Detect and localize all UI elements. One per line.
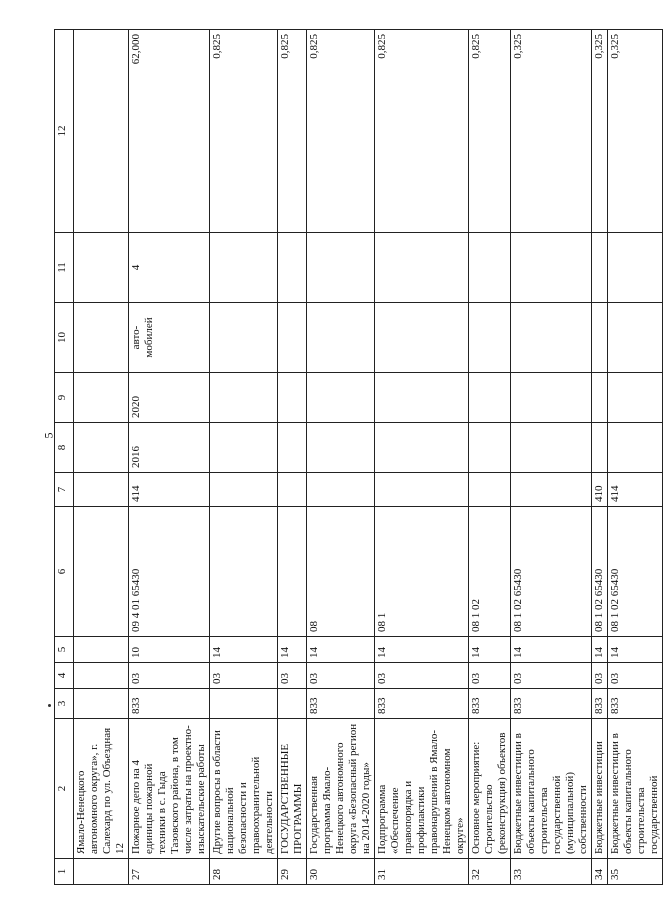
row-number-cell: 32: [469, 859, 511, 885]
col-4-cell: 03: [511, 663, 592, 689]
col-7-cell: [278, 473, 307, 507]
col-10-cell: [307, 303, 375, 373]
col-4-cell: 03: [129, 663, 210, 689]
table-row: [608, 30, 663, 885]
col-11-cell: [608, 233, 663, 303]
item-name-cell: Государственная программа Ямало-Ненецкого автономного округа «Безопасный регион на 2014-2020 годы»: [307, 719, 375, 859]
col-12-cell: [74, 30, 129, 233]
col-8-cell: 2016: [129, 423, 210, 473]
col-9-cell: [469, 373, 511, 423]
col-5-cell: 14: [307, 637, 375, 663]
col-9-cell: [210, 373, 278, 423]
col-10-cell: [74, 303, 129, 373]
col-5-cell: 14: [278, 637, 307, 663]
col-6-cell: [278, 507, 307, 637]
col-5-cell: 14: [592, 637, 608, 663]
col-6-cell: 08 1 02 65430: [608, 507, 663, 637]
page-number: 5: [41, 432, 56, 439]
col-7-cell: [74, 473, 129, 507]
column-header-9: 9: [55, 373, 74, 423]
table-row: [307, 30, 375, 885]
col-6-cell: 08: [307, 507, 375, 637]
column-header-6: 6: [55, 507, 74, 637]
col-5-cell: 14: [608, 637, 663, 663]
col-10-cell: [511, 303, 592, 373]
col-9-cell: [511, 373, 592, 423]
col-4-cell: 03: [307, 663, 375, 689]
row-number-cell: 30: [307, 859, 375, 885]
col-6-cell: 09 4 01 65430: [129, 507, 210, 637]
col-12-cell: 0,825: [210, 30, 278, 233]
col-11-cell: [307, 233, 375, 303]
col-9-cell: [307, 373, 375, 423]
col-3-cell: 833: [592, 689, 608, 719]
col-7-cell: [210, 473, 278, 507]
table-row: [469, 30, 511, 885]
col-12-cell: 0,325: [592, 30, 608, 233]
col-3-cell: 833: [469, 689, 511, 719]
item-name-cell: Другие вопросы в области национальной безопасности и правоохранительной деятельности: [210, 719, 278, 859]
col-7-cell: 410: [592, 473, 608, 507]
col-8-cell: [74, 423, 129, 473]
col-5-cell: 14: [469, 637, 511, 663]
rotated-table-area: [54, 30, 660, 885]
col-12-cell: 0,325: [511, 30, 592, 233]
col-3-cell: [210, 689, 278, 719]
col-6-cell: 08 1 02 65430: [592, 507, 608, 637]
item-name-cell: Основное мероприятие: Строительство (реконструкция) объектов: [469, 719, 511, 859]
col-12-cell: 0,825: [278, 30, 307, 233]
col-6-cell: 08 1 02: [469, 507, 511, 637]
col-5-cell: 14: [375, 637, 469, 663]
col-6-cell: [74, 507, 129, 637]
col-9-cell: [375, 373, 469, 423]
col-5-cell: 14: [511, 637, 592, 663]
column-header-3: 3: [55, 689, 74, 719]
column-header-12: 12: [55, 30, 74, 233]
col-10-cell: [469, 303, 511, 373]
row-number-cell: 27: [129, 859, 210, 885]
table-row: [278, 30, 307, 885]
col-8-cell: [307, 423, 375, 473]
col-3-cell: [278, 689, 307, 719]
col-8-cell: [278, 423, 307, 473]
col-11-cell: [375, 233, 469, 303]
col-6-cell: 08 1 02 65430: [511, 507, 592, 637]
column-header-7: 7: [55, 473, 74, 507]
budget-table: [54, 29, 663, 885]
table-row: [210, 30, 278, 885]
col-3-cell: [74, 689, 129, 719]
col-7-cell: [307, 473, 375, 507]
col-7-cell: [375, 473, 469, 507]
row-number-cell: 31: [375, 859, 469, 885]
col-12-cell: 0,325: [608, 30, 663, 233]
col-3-cell: 833: [307, 689, 375, 719]
col-11-cell: 4: [129, 233, 210, 303]
table-rotator: [54, 30, 660, 885]
col-5-cell: [74, 637, 129, 663]
col-11-cell: [74, 233, 129, 303]
col-7-cell: 414: [129, 473, 210, 507]
col-10-cell: [608, 303, 663, 373]
col-12-cell: 0,825: [375, 30, 469, 233]
item-name-cell: Ямало-Ненецкого автономного округа», г. Салехард по ул. Объездная 12: [74, 719, 129, 859]
col-7-cell: [469, 473, 511, 507]
col-6-cell: [210, 507, 278, 637]
col-4-cell: 03: [469, 663, 511, 689]
row-number-cell: 35: [608, 859, 663, 885]
header-row: [55, 30, 74, 885]
row-number-cell: 33: [511, 859, 592, 885]
col-7-cell: [511, 473, 592, 507]
column-header-4: 4: [55, 663, 74, 689]
col-4-cell: 03: [608, 663, 663, 689]
col-5-cell: 14: [210, 637, 278, 663]
col-9-cell: [608, 373, 663, 423]
col-9-cell: [592, 373, 608, 423]
col-10-cell: [375, 303, 469, 373]
col-9-cell: [278, 373, 307, 423]
col-10-cell: [210, 303, 278, 373]
item-name-cell: Подпрограмма «Обеспечение правопорядка и профилактики правонарушений в Ямало-Ненецком автономном округе»: [375, 719, 469, 859]
row-number-cell: 29: [278, 859, 307, 885]
table-row: [511, 30, 592, 885]
col-11-cell: [511, 233, 592, 303]
stray-mark: [48, 704, 51, 707]
col-4-cell: [74, 663, 129, 689]
column-header-2: 2: [55, 719, 74, 859]
col-11-cell: [210, 233, 278, 303]
col-12-cell: 62,000: [129, 30, 210, 233]
col-9-cell: 2020: [129, 373, 210, 423]
col-8-cell: [592, 423, 608, 473]
item-name-cell: ГОСУДАРСТВЕННЫЕ ПРОГРАММЫ: [278, 719, 307, 859]
row-number-cell: 34: [592, 859, 608, 885]
col-3-cell: 833: [608, 689, 663, 719]
col-10-cell: [278, 303, 307, 373]
column-header-5: 5: [55, 637, 74, 663]
item-name-cell: Бюджетные инвестиции в объекты капитального строительства государственной: [608, 719, 663, 859]
col-8-cell: [210, 423, 278, 473]
col-8-cell: [469, 423, 511, 473]
row-number-cell: [74, 859, 129, 885]
column-header-1: 1: [55, 859, 74, 885]
col-12-cell: 0,825: [307, 30, 375, 233]
col-8-cell: [375, 423, 469, 473]
table-row: [74, 30, 129, 885]
column-header-8: 8: [55, 423, 74, 473]
col-3-cell: 833: [129, 689, 210, 719]
row-number-cell: 28: [210, 859, 278, 885]
col-11-cell: [469, 233, 511, 303]
column-header-10: 10: [55, 303, 74, 373]
col-9-cell: [74, 373, 129, 423]
col-8-cell: [511, 423, 592, 473]
column-header-11: 11: [55, 233, 74, 303]
col-11-cell: [592, 233, 608, 303]
col-3-cell: 833: [375, 689, 469, 719]
table-row: [375, 30, 469, 885]
col-7-cell: 414: [608, 473, 663, 507]
item-name-cell: Бюджетные инвестиции в объекты капитального строительства государственной (муниципальной) собственности: [511, 719, 592, 859]
col-8-cell: [608, 423, 663, 473]
table-row: [129, 30, 210, 885]
col-4-cell: 03: [375, 663, 469, 689]
col-5-cell: 10: [129, 637, 210, 663]
col-4-cell: 03: [278, 663, 307, 689]
col-4-cell: 03: [210, 663, 278, 689]
col-3-cell: 833: [511, 689, 592, 719]
item-name-cell: Пожарное депо на 4 единицы пожарной техники в с. Гыда Тазовского района, в том числе затраты на проектно-изыскательские работы: [129, 719, 210, 859]
col-4-cell: 03: [592, 663, 608, 689]
col-6-cell: 08 1: [375, 507, 469, 637]
col-11-cell: [278, 233, 307, 303]
col-12-cell: 0,825: [469, 30, 511, 233]
col-10-cell: [592, 303, 608, 373]
table-row: [592, 30, 608, 885]
item-name-cell: Бюджетные инвестиции: [592, 719, 608, 859]
col-10-cell: авто-мобилей: [129, 303, 210, 373]
